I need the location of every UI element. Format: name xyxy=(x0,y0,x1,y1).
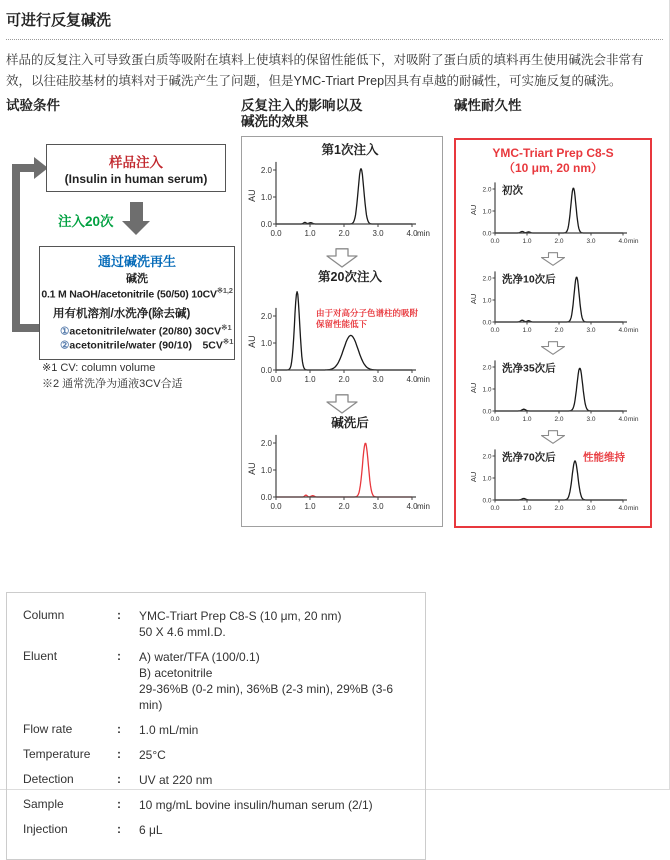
svg-text:初次: 初次 xyxy=(502,184,523,197)
section-injection-effect xyxy=(241,98,454,528)
svg-text:1.0: 1.0 xyxy=(522,416,532,423)
svg-text:AU: AU xyxy=(469,204,478,216)
svg-text:1.0: 1.0 xyxy=(522,238,532,245)
down-arrowhead-icon xyxy=(122,221,150,235)
row-label: Eluent xyxy=(23,649,58,663)
row-colon: : xyxy=(117,747,121,761)
svg-text:1.0: 1.0 xyxy=(304,375,316,384)
svg-text:2.0: 2.0 xyxy=(554,505,564,512)
svg-text:min: min xyxy=(628,416,639,423)
svg-text:2.0: 2.0 xyxy=(482,364,492,372)
svg-text:2.0: 2.0 xyxy=(554,416,564,423)
loop-arrow-bottom xyxy=(12,324,40,332)
row-value: 25°C xyxy=(139,748,166,762)
durability-panel xyxy=(454,138,652,528)
svg-text:4.0: 4.0 xyxy=(406,502,418,511)
row-colon: : xyxy=(117,722,121,736)
left-heading: 试验条件 xyxy=(6,98,60,113)
svg-text:3.0: 3.0 xyxy=(586,238,596,245)
svg-text:2.0: 2.0 xyxy=(482,453,492,461)
footnote-1: ※1 CV: column volume xyxy=(42,362,156,374)
svg-text:1.0: 1.0 xyxy=(482,386,492,394)
loop-arrow-vertical xyxy=(12,164,20,332)
chromatogram-initial xyxy=(465,178,641,251)
alkaline-regeneration-box xyxy=(39,246,235,360)
svg-text:1.0: 1.0 xyxy=(482,208,492,216)
svg-text:2.0: 2.0 xyxy=(338,229,350,238)
svg-text:min: min xyxy=(417,375,430,384)
svg-text:洗净70次后: 洗净70次后 xyxy=(502,451,556,464)
row-colon: : xyxy=(117,822,121,836)
durability-panel-title: YMC-Triart Prep C8-S （10 μm, 20 nm） xyxy=(492,146,614,175)
row-value: UV at 220 nm xyxy=(139,773,213,787)
svg-text:AU: AU xyxy=(247,189,257,202)
row-label: Detection xyxy=(23,772,74,786)
svg-text:1.0: 1.0 xyxy=(260,192,272,202)
svg-text:1.0: 1.0 xyxy=(522,505,532,512)
chromatogram-wash-10 xyxy=(465,267,641,340)
svg-text:min: min xyxy=(417,502,430,511)
svg-text:第20次注入: 第20次注入 xyxy=(318,270,382,284)
chromatogram-injection-1 xyxy=(244,142,440,247)
down-arrow-icon xyxy=(540,341,566,355)
svg-text:2.0: 2.0 xyxy=(260,438,272,448)
svg-text:AU: AU xyxy=(469,471,478,483)
svg-text:4.0: 4.0 xyxy=(406,375,418,384)
svg-text:4.0: 4.0 xyxy=(618,327,628,334)
alkaline-wash-label: 碱洗 xyxy=(126,273,148,285)
svg-text:0.0: 0.0 xyxy=(482,497,492,505)
svg-text:AU: AU xyxy=(247,462,257,475)
row-value: YMC-Triart Prep C8-S (10 μm, 20 nm) 50 X 4.6 mmI.D. xyxy=(139,609,342,639)
svg-text:0.0: 0.0 xyxy=(490,505,500,512)
wash-step-1: ①acetonitrile/water (20/80) 30CV$^{※1}$ xyxy=(60,322,232,337)
chromatogram-after-wash xyxy=(244,415,440,520)
row-colon: : xyxy=(117,649,121,663)
svg-text:4.0: 4.0 xyxy=(618,416,628,423)
table-row xyxy=(23,772,411,788)
flowchart xyxy=(6,144,241,444)
organic-wash-line: 用有机溶剂/水洗净(除去碱) xyxy=(53,307,191,320)
down-arrow-icon xyxy=(325,394,359,414)
svg-text:2.0: 2.0 xyxy=(482,186,492,194)
svg-text:0.0: 0.0 xyxy=(270,229,282,238)
svg-text:3.0: 3.0 xyxy=(372,229,384,238)
row-value: 1.0 mL/min xyxy=(139,723,199,737)
down-arrow-icon xyxy=(540,252,566,266)
svg-text:1.0: 1.0 xyxy=(304,229,316,238)
loop-arrow-top xyxy=(12,164,35,172)
regeneration-title: 通过碱洗再生 xyxy=(97,254,176,269)
svg-text:min: min xyxy=(628,327,639,334)
svg-text:min: min xyxy=(628,505,639,512)
table-row xyxy=(23,649,411,713)
row-label: Sample xyxy=(23,797,64,811)
content-columns xyxy=(6,98,663,528)
svg-text:2.0: 2.0 xyxy=(482,275,492,283)
row-label: Flow rate xyxy=(23,722,73,736)
chromatogram-injection-20 xyxy=(244,269,440,393)
svg-text:0.0: 0.0 xyxy=(270,502,282,511)
section-test-conditions xyxy=(6,98,241,528)
svg-text:2.0: 2.0 xyxy=(338,375,350,384)
svg-text:min: min xyxy=(628,238,639,245)
naoh-line: 0.1 M NaOH/acetonitrile (50/50) 10CV$^{※1,2}$ xyxy=(41,286,233,301)
svg-text:保留性能低下: 保留性能低下 xyxy=(316,319,368,329)
sample-injection-subtitle: (Insulin in human serum) xyxy=(64,172,208,186)
svg-text:3.0: 3.0 xyxy=(586,327,596,334)
injection-count-label: 注入20次 xyxy=(58,214,114,229)
svg-text:2.0: 2.0 xyxy=(554,238,564,245)
svg-text:0.0: 0.0 xyxy=(270,375,282,384)
svg-text:1.0: 1.0 xyxy=(482,297,492,305)
chromatogram-wash-70 xyxy=(465,445,641,518)
page-title: 可进行反复碱洗 xyxy=(6,5,663,40)
svg-text:0.0: 0.0 xyxy=(482,408,492,416)
table-row xyxy=(23,822,411,838)
svg-text:1.0: 1.0 xyxy=(260,338,272,348)
svg-text:2.0: 2.0 xyxy=(260,165,272,175)
svg-text:0.0: 0.0 xyxy=(260,219,272,229)
svg-text:洗净10次后: 洗净10次后 xyxy=(502,273,556,286)
svg-text:1.0: 1.0 xyxy=(482,475,492,483)
right-heading: 碱性耐久性 xyxy=(454,98,522,113)
svg-text:3.0: 3.0 xyxy=(372,375,384,384)
svg-text:3.0: 3.0 xyxy=(586,416,596,423)
svg-text:AU: AU xyxy=(247,335,257,348)
intro-paragraph: 样品的反复注入可导致蛋白质等吸附在填料上使填料的保留性能低下，对吸附了蛋白质的填料再生使用碱洗会非常有效，以往硅胶基材的填料对于碱洗产生了问题，但是YMC-Triart Prep因具有卓越的耐碱性，可实施反复的碱洗。 xyxy=(6,53,644,88)
down-arrow-icon xyxy=(130,202,143,221)
svg-text:0.0: 0.0 xyxy=(260,365,272,375)
row-label: Temperature xyxy=(23,747,91,761)
row-value: A) water/TFA (100/0.1) B) acetonitrile 29-36%B (0-2 min), 36%B (2-3 min), 29%B (3-6 min) xyxy=(139,650,394,712)
svg-text:0.0: 0.0 xyxy=(482,319,492,327)
svg-text:2.0: 2.0 xyxy=(338,502,350,511)
injection-effect-panel xyxy=(241,136,443,527)
svg-text:3.0: 3.0 xyxy=(372,502,384,511)
table-row xyxy=(23,722,411,738)
middle-heading: 反复注入的影响以及 碱洗的效果 xyxy=(241,98,363,129)
svg-text:0.0: 0.0 xyxy=(490,327,500,334)
row-label: Column xyxy=(23,608,65,622)
down-arrow-icon xyxy=(540,430,566,444)
svg-text:1.0: 1.0 xyxy=(304,502,316,511)
svg-text:3.0: 3.0 xyxy=(586,505,596,512)
sample-injection-title: 样品注入 xyxy=(109,155,163,170)
row-value: 6 μL xyxy=(139,823,163,837)
table-row xyxy=(23,608,411,640)
row-value: 10 mg/mL bovine insulin/human serum (2/1) xyxy=(139,798,373,812)
sample-injection-box xyxy=(46,144,226,192)
svg-text:0.0: 0.0 xyxy=(490,238,500,245)
svg-text:2.0: 2.0 xyxy=(260,311,272,321)
svg-text:0.0: 0.0 xyxy=(482,230,492,238)
conditions-table xyxy=(6,592,426,860)
svg-text:4.0: 4.0 xyxy=(618,505,628,512)
svg-text:2.0: 2.0 xyxy=(554,327,564,334)
down-arrow-icon xyxy=(325,248,359,268)
svg-text:AU: AU xyxy=(469,382,478,394)
svg-text:第1次注入: 第1次注入 xyxy=(321,143,379,157)
svg-text:AU: AU xyxy=(469,293,478,305)
wash-step-2: ②acetonitrile/water (90/10) 5CV$^{※1}$ xyxy=(60,337,234,352)
svg-text:由于对高分子色谱柱的吸附: 由于对高分子色谱柱的吸附 xyxy=(316,308,419,318)
svg-text:洗净35次后: 洗净35次后 xyxy=(502,362,556,375)
row-colon: : xyxy=(117,772,121,786)
chromatogram-wash-35 xyxy=(465,356,641,429)
svg-text:1.0: 1.0 xyxy=(522,327,532,334)
svg-text:0.0: 0.0 xyxy=(490,416,500,423)
svg-text:碱洗后: 碱洗后 xyxy=(331,416,369,430)
footnote-2: ※2 通常洗净为通液3CV合适 xyxy=(42,378,183,390)
row-label: Injection xyxy=(23,822,68,836)
svg-text:1.0: 1.0 xyxy=(260,465,272,475)
svg-text:min: min xyxy=(417,229,430,238)
svg-text:0.0: 0.0 xyxy=(260,492,272,502)
row-colon: : xyxy=(117,797,121,811)
row-colon: : xyxy=(117,608,121,622)
table-row xyxy=(23,797,411,813)
section-alkaline-durability xyxy=(454,98,660,528)
table-row xyxy=(23,747,411,763)
svg-text:4.0: 4.0 xyxy=(406,229,418,238)
footnotes xyxy=(42,360,183,392)
svg-text:4.0: 4.0 xyxy=(618,238,628,245)
svg-text:性能维持: 性能维持 xyxy=(583,451,625,464)
